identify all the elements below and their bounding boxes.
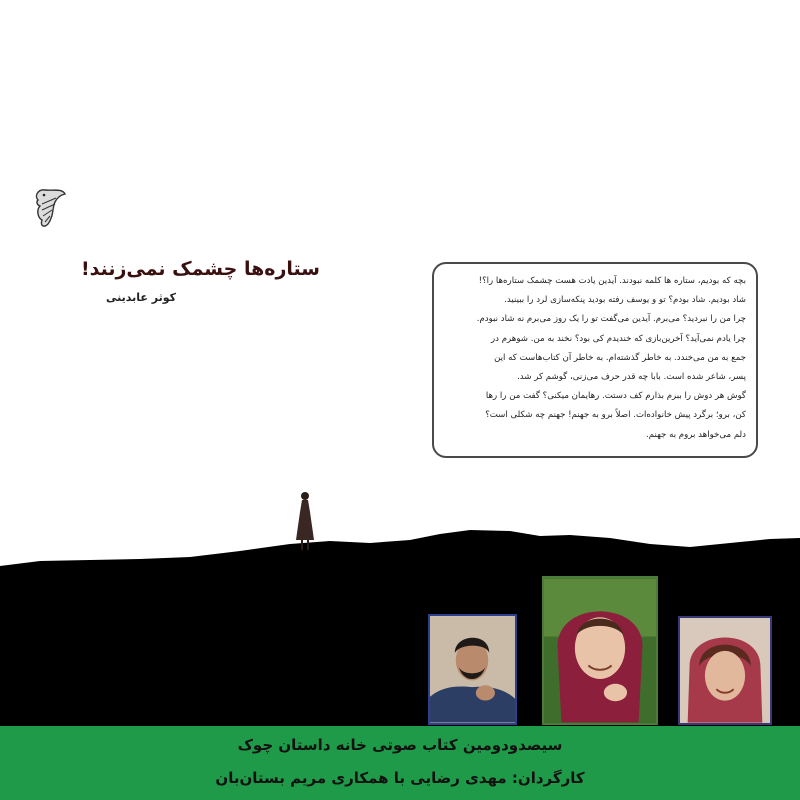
excerpt-line: بچه که بودیم، ستاره ها کلمه نبودند. آیدین یادت هست چشمک ستاره‌ها را؟!: [478, 276, 746, 286]
author-name: کوثر عابدینی: [106, 291, 176, 304]
excerpt-line: گوش هر دوش را ببرم بذارم کف دستت. رهایمان میکنی؟ گفت من را رها: [485, 391, 746, 402]
narrator-photo-female-center: [542, 576, 658, 725]
excerpt-line: چرا یادم نمی‌آید؟ آخرین‌بازی که خندیدم کی بود؟ نخند به من. شوهرم در: [491, 333, 746, 344]
excerpt-line: شاد بودیم. شاد بودم؟ تو و یوسف رفته بودید پنکه‌سازی لرد را ببینید.: [504, 295, 746, 306]
footer-title: سیصدودومین کتاب صوتی خانه داستان چوک: [237, 736, 563, 754]
bird-icon: [30, 186, 68, 230]
narrator-photo-male: [428, 614, 517, 725]
book-title: ستاره‌ها چشمک نمی‌زنند!: [80, 258, 320, 280]
excerpt-line: کن، برو؛ برگرد پیش خانواده‌ات. اصلاً برو به جهنم! جهنم چه شکلی است؟: [485, 410, 746, 421]
footer-credits: کارگردان: مهدی رضایی با همکاری مریم بستان‌بان: [215, 769, 585, 787]
excerpt-box: [432, 262, 758, 458]
excerpt-line: چرا من را نبردید؟ می‌برم. آیدین می‌گفت تو را یک روز می‌برم نه شاد نبودم.: [476, 314, 746, 325]
excerpt-line: پسر، شاعر شده است. بابا چه قدر حرف می‌زنی، گوشم کر شد.: [517, 372, 746, 383]
excerpt-line: جمع به من می‌خندد. به خاطر گذشته‌ام. به خاطر آن کتاب‌هاست که این: [494, 352, 746, 363]
standing-girl-figure: [296, 492, 314, 550]
narrator-photo-female-right: [678, 616, 772, 725]
excerpt-line: دلم می‌خواهد بروم به جهنم.: [646, 429, 746, 440]
